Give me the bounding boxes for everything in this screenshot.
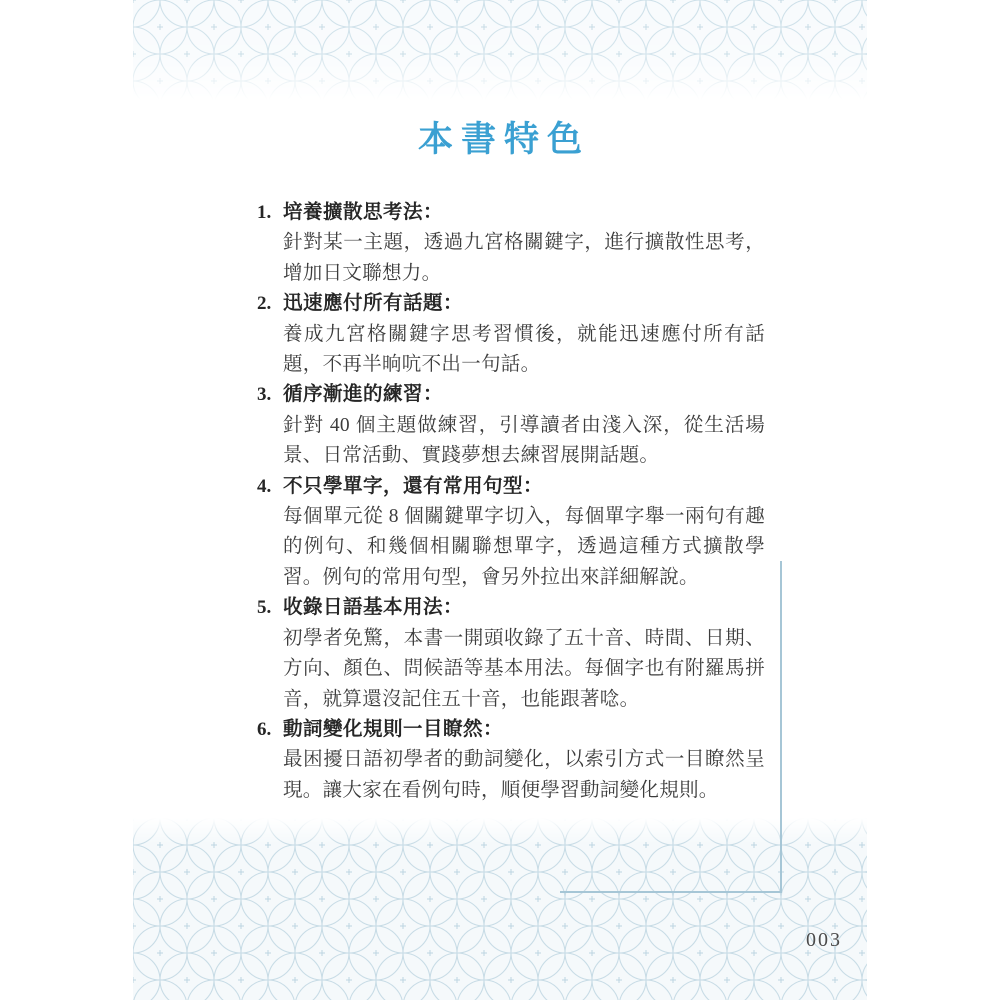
feature-body: 最困擾日語初學者的動詞變化，以索引方式一目瞭然呈現。讓大家在看例句時，順便學習動詞變化規則。 [283,749,765,801]
shippou-pattern-top [133,0,867,100]
feature-text [283,198,765,289]
feature-item [257,380,765,471]
feature-number: 3. [257,384,272,406]
feature-heading: 不只學單字，還有常用句型： [283,475,544,497]
feature-text [283,472,765,594]
page-title: 本書特色 [417,120,590,159]
feature-item [257,198,765,289]
feature-heading: 動詞變化規則一目瞭然： [283,718,504,740]
feature-heading: 循序漸進的練習： [283,384,444,406]
feature-body: 針對某一主題，透過九宮格關鍵字，進行擴散性思考，增加日文聯想力。 [283,232,765,284]
feature-heading: 迅速應付所有話題： [283,293,464,315]
feature-number: 1. [257,202,272,223]
feature-item [257,472,765,594]
feature-number: 4. [257,475,272,497]
features-list [257,198,765,806]
feature-heading: 收錄日語基本用法： [283,597,464,619]
feature-body: 針對 40 個主題做練習，引導讀者由淺入深，從生活場景、日常活動、實踐夢想去練習展開話題。 [283,414,765,467]
feature-body: 養成九宮格關鍵字思考習慣後，就能迅速應付所有話題，不再半晌吭不出一句話。 [283,323,765,376]
feature-number: 2. [257,293,272,315]
feature-item [257,289,765,380]
feature-number: 6. [257,718,272,740]
feature-body: 每個單元從 8 個關鍵單字切入，每個單字舉一兩句有趣的例句、和幾個相關聯想單字，透過這種方式擴散學習。例句的常用句型，會另外拉出來詳細解說。 [283,506,765,588]
feature-heading: 培養擴散思考法： [283,202,444,223]
feature-body: 初學者免驚，本書一開頭收錄了五十音、時間、日期、方向、顏色、問候語等基本用法。每個字也有附羅馬拼音，就算還沒記住五十音，也能跟著唸。 [283,627,765,710]
feature-item [257,593,765,715]
page-number: 003 [806,929,842,951]
feature-item [257,715,765,806]
feature-text [283,715,765,806]
feature-text [283,289,765,380]
feature-number: 5. [257,597,272,619]
feature-text [283,380,765,471]
feature-text [283,593,765,715]
